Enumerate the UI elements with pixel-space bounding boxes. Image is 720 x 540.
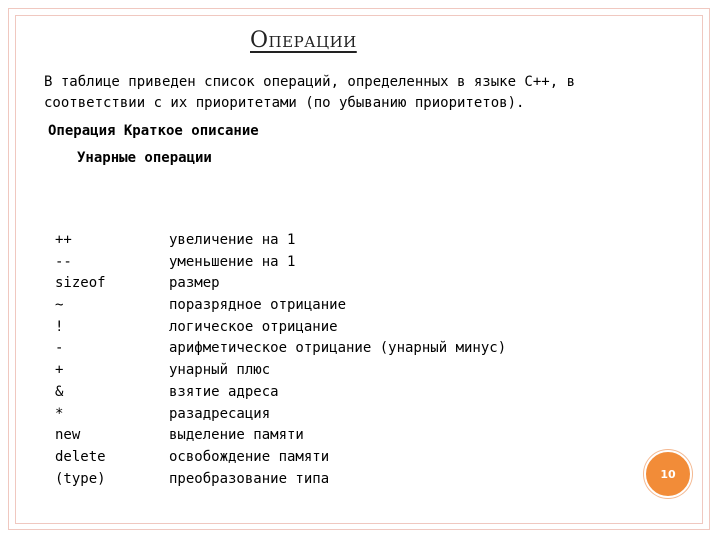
operator-symbol: ++ [55,232,72,248]
operator-description: уменьшение на 1 [169,253,296,270]
operator-symbol: ~ [55,297,64,314]
operator-symbol: sizeof [55,275,106,292]
operator-description: освобождение памяти [169,448,330,465]
operator-symbol: & [55,383,64,400]
operator-description: арифметическое отрицание (унарный минус) [169,340,507,357]
operator-symbol: new [55,427,81,444]
operator-symbol: ! [55,318,64,335]
operator-symbol: * [55,405,64,422]
table-header: Операция Краткое описание [48,123,259,139]
operator-description: унарный плюс [169,362,271,379]
operator-symbol: -- [55,253,72,270]
operator-description: разадресация [169,405,271,422]
operator-description: размер [169,275,220,292]
section-heading-unary: Унарные операции [77,150,212,166]
intro-paragraph: В таблице приведен список операций, определенных в языке С++, в соответствии с их приоритетами (по убыванию приоритетов). [44,74,576,111]
operator-symbol: - [55,340,64,357]
operator-description: преобразование типа [169,470,330,487]
operator-description: логическое отрицание [169,318,338,335]
operator-description: выделение памяти [169,427,304,444]
operator-symbol: + [55,362,64,379]
operator-symbol: delete [55,448,106,465]
operator-description: взятие адреса [169,383,279,400]
operator-description: поразрядное отрицание [169,297,347,314]
operator-description: увеличение на 1 [169,232,296,248]
page-number-badge: 10 [644,450,692,498]
operator-symbol: (type) [55,470,106,487]
slide-title: Операции [250,28,357,53]
